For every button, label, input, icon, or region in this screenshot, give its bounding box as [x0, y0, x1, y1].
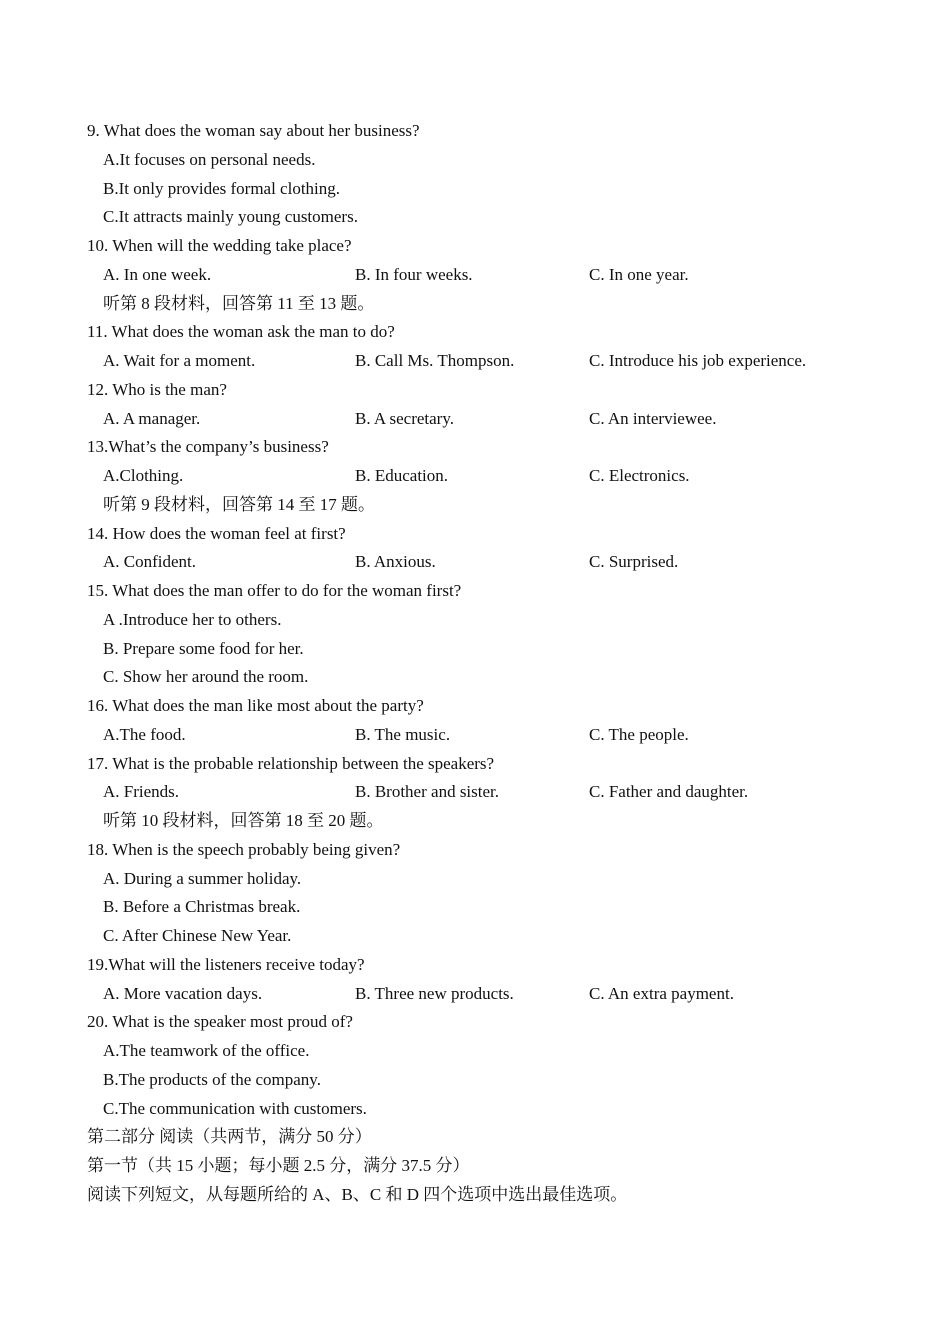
options-16: [0, 721, 950, 750]
question-20: 20. What is the speaker most proud of?: [87, 1012, 353, 1032]
option-14a: A. Confident.: [103, 552, 197, 572]
option-14c: C. Surprised.: [589, 552, 679, 572]
reading-instructions: 阅读下列短文，从每题所给的 A、B、C 和 D 四个选项中选出最佳选项。: [87, 1184, 628, 1204]
question-15: 15. What does the man offer to do for the woman first?: [87, 581, 462, 600]
part-two-heading: 第二部分 阅读（共两节，满分 50 分）: [87, 1127, 372, 1147]
option-16b: B. The music.: [355, 724, 451, 744]
question-14: 14. How does the woman feel at first?: [87, 523, 346, 543]
question-9: 9. What does the woman say about her business?: [87, 121, 420, 140]
options-19: [0, 980, 950, 1009]
option-18a: A. During a summer holiday.: [103, 868, 302, 888]
option-19b: B. Three new products.: [355, 983, 514, 1003]
option-9c: C.It attracts mainly young customers.: [103, 207, 358, 227]
options-14: [0, 548, 950, 577]
option-10a: A. In one week.: [103, 264, 212, 284]
option-14b: B. Anxious.: [355, 552, 436, 572]
option-11c: C. Introduce his job experience.: [589, 351, 807, 370]
option-13a: A.Clothing.: [103, 466, 184, 485]
section-heading-9: 听第 9 段材料，回答第 14 至 17 题。: [103, 494, 375, 514]
option-18c: C. After Chinese New Year.: [103, 926, 292, 945]
option-17a: A. Friends.: [103, 782, 180, 802]
question-11: 11. What does the woman ask the man to do?: [87, 322, 395, 342]
option-12a: A. A manager.: [103, 408, 201, 428]
option-9b: B.It only provides formal clothing.: [103, 178, 341, 198]
question-16: 16. What does the man like most about the party?: [87, 696, 424, 715]
option-13b: B. Education.: [355, 466, 449, 485]
options-11: [0, 347, 950, 376]
options-17: [0, 778, 950, 807]
option-20b: B.The products of the company.: [103, 1069, 321, 1089]
option-16c: C. The people.: [589, 724, 689, 744]
option-12c: C. An interviewee.: [589, 408, 717, 428]
option-19a: A. More vacation days.: [103, 983, 263, 1003]
option-15c: C. Show her around the room.: [103, 667, 309, 687]
exam-page: [0, 117, 950, 1210]
option-17c: C. Father and daughter.: [589, 782, 749, 802]
section-heading-10: 听第 10 段材料，回答第 18 至 20 题。: [103, 811, 384, 830]
options-10: [0, 261, 950, 290]
option-17b: B. Brother and sister.: [355, 782, 500, 802]
question-18: 18. When is the speech probably being given?: [87, 839, 401, 859]
option-20a: A.The teamwork of the office.: [103, 1041, 310, 1060]
section-one-heading: 第一节（共 15 小题；每小题 2.5 分，满分 37.5 分）: [87, 1156, 470, 1175]
question-17: 17. What is the probable relationship between the speakers?: [87, 753, 495, 773]
option-13c: C. Electronics.: [589, 466, 690, 485]
option-16a: A.The food.: [103, 724, 186, 744]
option-15b: B. Prepare some food for her.: [103, 638, 304, 658]
option-20c: C.The communication with customers.: [103, 1098, 367, 1118]
option-12b: B. A secretary.: [355, 408, 454, 428]
question-10: 10. When will the wedding take place?: [87, 236, 352, 255]
option-15a: A .Introduce her to others.: [103, 609, 282, 629]
options-12: [0, 405, 950, 434]
question-19: 19.What will the listeners receive today?: [87, 954, 365, 974]
question-12: 12. Who is the man?: [87, 379, 227, 399]
options-13: [0, 462, 950, 491]
option-10b: B. In four weeks.: [355, 264, 473, 284]
question-13: 13.What’s the company’s business?: [87, 437, 329, 457]
option-19c: C. An extra payment.: [589, 983, 734, 1003]
option-11a: A. Wait for a moment.: [103, 351, 256, 370]
option-18b: B. Before a Christmas break.: [103, 897, 301, 917]
option-11b: B. Call Ms. Thompson.: [355, 351, 515, 370]
option-10c: C. In one year.: [589, 264, 689, 284]
option-9a: A.It focuses on personal needs.: [103, 149, 316, 169]
section-heading-8: 听第 8 段材料，回答第 11 至 13 题。: [103, 293, 375, 313]
